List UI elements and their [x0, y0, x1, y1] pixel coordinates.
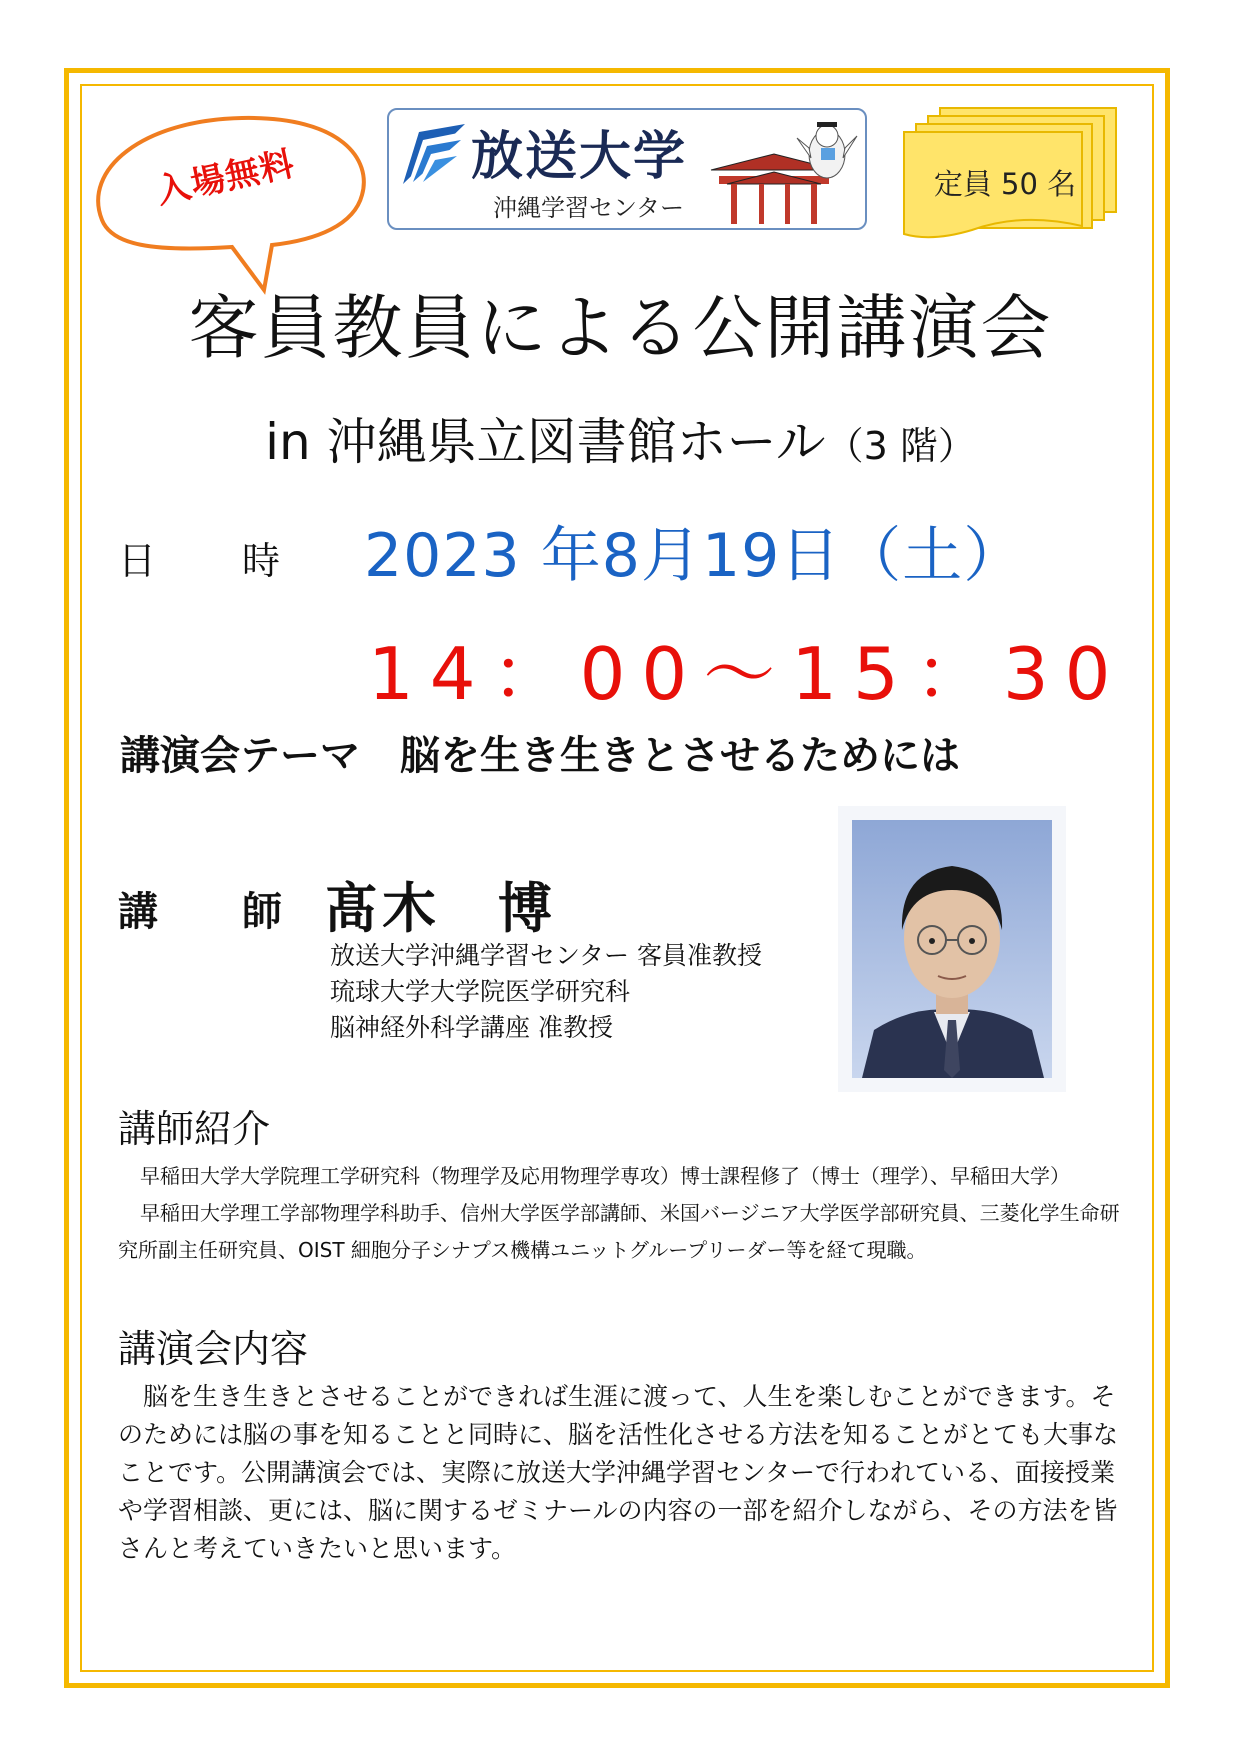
- profile-line: 早稲田大学大学院理工学研究科（物理学及応用物理学専攻）博士課程修了（博士（理学）、早稲田大学）: [140, 1164, 1070, 1188]
- theme-text: 脳を生き生きとさせるためには: [400, 733, 960, 779]
- university-logo: [387, 108, 867, 230]
- capacity-label: 定員 50 名: [933, 167, 1077, 201]
- lecturer-label-2: 師: [242, 889, 282, 935]
- event-date: 2023 年8月19日（土）: [364, 521, 1025, 591]
- profile-line: 早稲田大学理工学部物理学科助手、信州大学医学部講師、米国バージニア大学医学部研究員、三菱化学生命研究所副主任研究員、OIST 細胞分子シナプス機構ユニットグループリーダー等を経て現職。: [118, 1201, 1120, 1262]
- content-text: 脳を生き生きとさせることができれば生涯に渡って、人生を楽しむことができます。そのためには脳の事を知ることと同時に、脳を活性化させる方法を知ることがとても大事なことです。公開講演会では、実際に放送大学沖縄学習センターで行われている、面接授業や学習相談、更には、脳に関するゼミナールの内容の一部を紹介しながら、その方法を皆さんと考えていきたいと思います。: [118, 1382, 1119, 1563]
- lecturer-name: 髙木 博: [324, 877, 556, 940]
- event-time: 14：00～15：30: [368, 632, 1127, 716]
- lecturer-affiliation-line: 琉球大学大学院医学研究科: [330, 977, 631, 1006]
- venue-name: in 沖縄県立図書館ホール: [265, 413, 826, 471]
- venue: [0, 402, 1241, 474]
- venue-floor: （3 階）: [825, 424, 976, 468]
- content-heading: 講演会内容: [118, 1327, 309, 1371]
- lecturer-label-1: 講: [118, 889, 158, 935]
- speech-bubble: [72, 100, 392, 300]
- logo-title: 放送大学: [471, 127, 688, 187]
- theme-label: 講演会テーマ: [120, 733, 360, 779]
- logo-swoosh-icon: [399, 120, 469, 188]
- lecturer-affiliation-line: 放送大学沖縄学習センター 客員准教授: [330, 941, 762, 970]
- free-admission-badge: 入場無料: [153, 143, 299, 213]
- profile-heading: 講師紹介: [118, 1107, 271, 1151]
- datetime-label-time: 時: [242, 539, 281, 583]
- lecturer-photo: [852, 820, 1052, 1078]
- logo-subtitle: 沖縄学習センター: [493, 194, 685, 222]
- shurei-gate-mascot-icon: [709, 118, 859, 226]
- profile-text: [118, 1158, 1126, 1269]
- datetime-label-day: 日: [118, 539, 157, 583]
- lecturer-affiliation-line: 脳神経外科学講座 准教授: [330, 1013, 613, 1042]
- lecture-theme: [120, 724, 960, 781]
- page-title: 客員教員による公開講演会: [188, 287, 1053, 369]
